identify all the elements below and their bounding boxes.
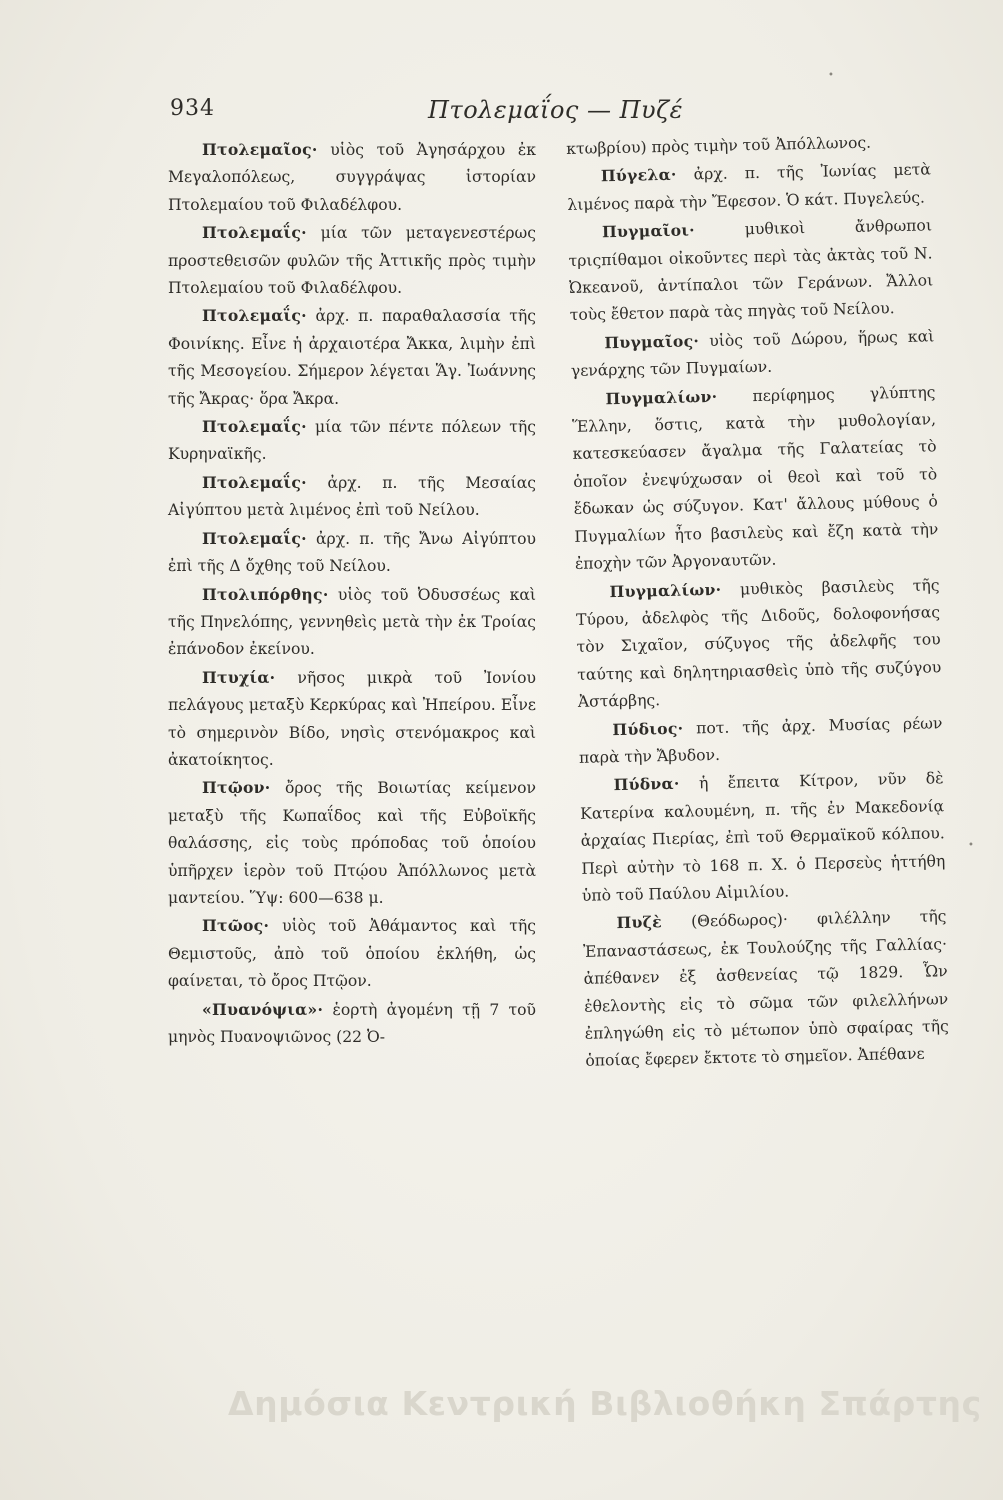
entry-text: υἱὸς τοῦ Δώρου, ἥρως καὶ γενάρχης τῶν Πυγμαίων.	[570, 327, 935, 381]
entry-text: (Θεόδωρος)· φιλέλλην τῆς Ἐπαναστάσεως, ἐκ Τουλούζης τῆς Γαλλίας· ἀπέθανεν ἐξ ἀσθενείας τῷ 1829. Ὧν ἐθελοντὴς εἰς τὸ σῶμα τῶν φιλελλήνων ἐπληγώθη εἰς τὸ μέτωπον ὑπὸ σφαίρας τῆς ὁποίας ἔφερεν ἔκτοτε τὸ σημεῖον. Ἀπέθανε	[582, 907, 949, 1071]
entry-headword: Πυγμαλίων·	[609, 579, 722, 601]
right-column	[566, 128, 950, 1075]
dictionary-entry	[168, 219, 536, 302]
dictionary-entry	[168, 413, 536, 469]
dictionary-entry	[570, 322, 935, 385]
dictionary-entry	[168, 469, 536, 525]
entry-headword: Πτῶος·	[202, 916, 270, 936]
dictionary-entry	[168, 302, 536, 413]
entry-headword: Πύδνα·	[613, 774, 680, 795]
entry-text: ἀρχ. π. τῆς Ἰωνίας μετὰ λιμένος παρὰ τὴν Ἔφεσον. Ὁ κάτ. Πυγελεύς.	[567, 160, 931, 214]
entry-text: υἱὸς τοῦ Ἀθάμαντος καὶ τῆς Θεμιστοῦς, ἀπὸ τοῦ ὁποίου ἐκλήθη, ὡς φαίνεται, τὸ ὄρος Πτῷον.	[168, 917, 536, 991]
entry-headword: Πύδιος·	[612, 718, 684, 739]
entry-headword: Πτολεμαΐς·	[202, 306, 307, 326]
entry-text: μυθικοὶ ἄνθρωποι τριςπίθαμοι οἰκοῦντες περὶ τὰς ἀκτὰς τοῦ Ν. Ὠκεανοῦ, ἀντίπαλοι τῶν Γεράνων. Ἄλλοι τοὺς ἔθετον παρὰ τὰς πηγὰς τοῦ Νείλου.	[568, 216, 934, 325]
entry-text: μία τῶν μεταγενεστέρως προστεθεισῶν φυλῶν τῆς Ἀττικῆς πρὸς τιμὴν Πτολεμαίου τοῦ Φιλαδέλφου.	[168, 224, 536, 298]
entry-headword: Πυγμαλίων·	[605, 386, 718, 408]
entry-headword: Πυγμαῖοι·	[601, 220, 696, 242]
entry-headword: Πτολεμαΐς·	[202, 472, 307, 492]
entry-text: ἑορτὴ ἀγομένη τῇ 7 τοῦ μηνὸς Πυανοψιῶνος (22 Ὀ-	[168, 1000, 536, 1046]
dictionary-entry	[168, 996, 536, 1052]
dictionary-entry	[578, 709, 943, 772]
entry-headword: Πυγμαῖος·	[604, 331, 700, 353]
dictionary-entry	[579, 765, 946, 911]
dictionary-entry	[168, 136, 536, 219]
entry-text: ἀρχ. π. τῆς Ἄνω Αἰγύπτου ἐπὶ τῆς Δ ὄχθης τοῦ Νείλου.	[168, 529, 536, 576]
dictionary-entry	[168, 664, 536, 775]
dictionary-entry	[168, 774, 536, 912]
entry-headword: Πτολεμαῖος·	[202, 140, 318, 159]
dictionary-entry	[168, 581, 536, 664]
entry-headword: Πτολεμαΐς·	[202, 223, 307, 243]
entry-headword: Πτολεμαΐς·	[202, 417, 307, 437]
entry-headword: Πτολιπόρθης·	[202, 584, 329, 604]
entry-text: μυθικὸς βασιλεὺς τῆς Τύρου, ἀδελφὸς τῆς Διδοῦς, δολοφονήσας τὸν Σιχαῖον, σύζυγος τῆς ἀδελφῆς του ταύτης καὶ δηλητηριασθεὶς ὑπὸ τῆς συζύγου Ἀστάρβης.	[575, 575, 942, 711]
entry-headword: Πυζὲ	[616, 912, 663, 933]
dictionary-entry	[571, 378, 939, 578]
entry-text: ἀρχ. π. τῆς Μεσαίας Αἰγύπτου μετὰ λιμένος ἐπὶ τοῦ Νείλου.	[168, 473, 536, 520]
entry-text: ὄρος τῆς Βοιωτίας κείμενον μεταξὺ τῆς Κωπαΐδος καὶ τῆς Εὐβοϊκῆς θαλάσσης, εἰς τοὺς πρόποδας τοῦ ὁποίου ὑπῆρχεν ἱερὸν τοῦ Πτῴου Ἀπόλλωνος μετὰ μαντείου. Ὕψ: 600—638 μ.	[168, 779, 536, 907]
page-number: 934	[170, 96, 215, 121]
dictionary-entry	[568, 212, 934, 330]
dictionary-entry	[582, 903, 949, 1076]
scan-speck: •	[968, 840, 974, 851]
entry-text: περίφημος γλύπτης Ἕλλην, ὅστις, κατὰ τὴν μυθολογίαν, κατεσκεύασεν ἄγαλμα τῆς Γαλατείας τὸ ὁποῖον ἐνεψύχωσαν οἱ θεοὶ καὶ τοῦ τὸ ἔδωκαν ὡς σύζυγον. Κατ' ἄλλους μύθους ὁ Πυγμαλίων ἦτο βασιλεὺς καὶ ἔζη κατὰ τὴν ἐποχὴν τῶν Ἀργοναυτῶν.	[571, 382, 939, 573]
dictionary-entry	[567, 156, 932, 219]
entry-text: μία τῶν πέντε πόλεων τῆς Κυρηναϊκῆς.	[168, 418, 536, 464]
library-watermark: Δημόσια Κεντρική Βιβλιοθήκη Σπάρτης	[228, 1384, 982, 1423]
entry-text: κτωβρίου) πρὸς τιμὴν τοῦ Ἀπόλλωνος.	[566, 133, 872, 158]
entry-headword: «Πυανόψια»·	[202, 999, 324, 1019]
dictionary-entry	[168, 912, 536, 995]
page-header	[170, 96, 790, 136]
entry-headword: Πτυχία·	[202, 667, 276, 687]
dictionary-entry	[168, 525, 536, 581]
entry-headword: Πτολεμαΐς·	[202, 528, 307, 548]
left-column	[168, 136, 536, 1051]
entry-text: ἡ ἔπειτα Κίτρον, νῦν δὲ Κατερίνα καλουμένη, π. τῆς ἐν Μακεδονίᾳ ἀρχαίας Πιερίας, ἐπὶ τοῦ Θερμαϊκοῦ κόλπου. Περὶ αὐτὴν τὸ 168 π. Χ. ὁ Περσεὺς ἡττήθη ὑπὸ τοῦ Παύλου Αἰμιλίου.	[580, 769, 946, 905]
dictionary-entry	[575, 571, 942, 717]
entry-text: ποτ. τῆς ἀρχ. Μυσίας ρέων παρὰ τὴν Ἄβυδον.	[578, 713, 943, 767]
entry-text: νῆσος μικρὰ τοῦ Ἰονίου πελάγους μεταξὺ Κερκύρας καὶ Ἠπείρου. Εἶνε τὸ σημερινὸν Βίδο, νησὶς στενόμακρος καὶ ἀκατοίκητος.	[168, 668, 536, 769]
entry-headword: Πύγελα·	[600, 165, 677, 186]
entry-text: ἀρχ. π. παραθαλασσία τῆς Φοινίκης. Εἶνε ἡ ἀρχαιοτέρα Ἄκκα, λιμὴν ἐπὶ τῆς Μεσογείου. Σήμερον λέγεται Ἅγ. Ἰωάννης τῆς Ἄκρας· ὅρα Ἄκρα.	[168, 307, 536, 408]
scan-speck: •	[828, 70, 834, 81]
entry-text: υἱὸς τοῦ Ὀδυσσέως καὶ τῆς Πηνελόπης, γεννηθεὶς μετὰ τὴν ἐκ Τροίας ἐπάνοδον ἐκείνου.	[168, 585, 536, 659]
entry-headword: Πτῷον·	[202, 778, 271, 798]
running-head: Πτολεμαΐος — Πυζέ	[428, 96, 684, 124]
entry-text: υἱὸς τοῦ Ἀγησάρχου ἐκ Μεγαλοπόλεως, συγγράψας ἱστορίαν Πτολεμαίου τοῦ Φιλαδέλφου.	[168, 141, 536, 214]
